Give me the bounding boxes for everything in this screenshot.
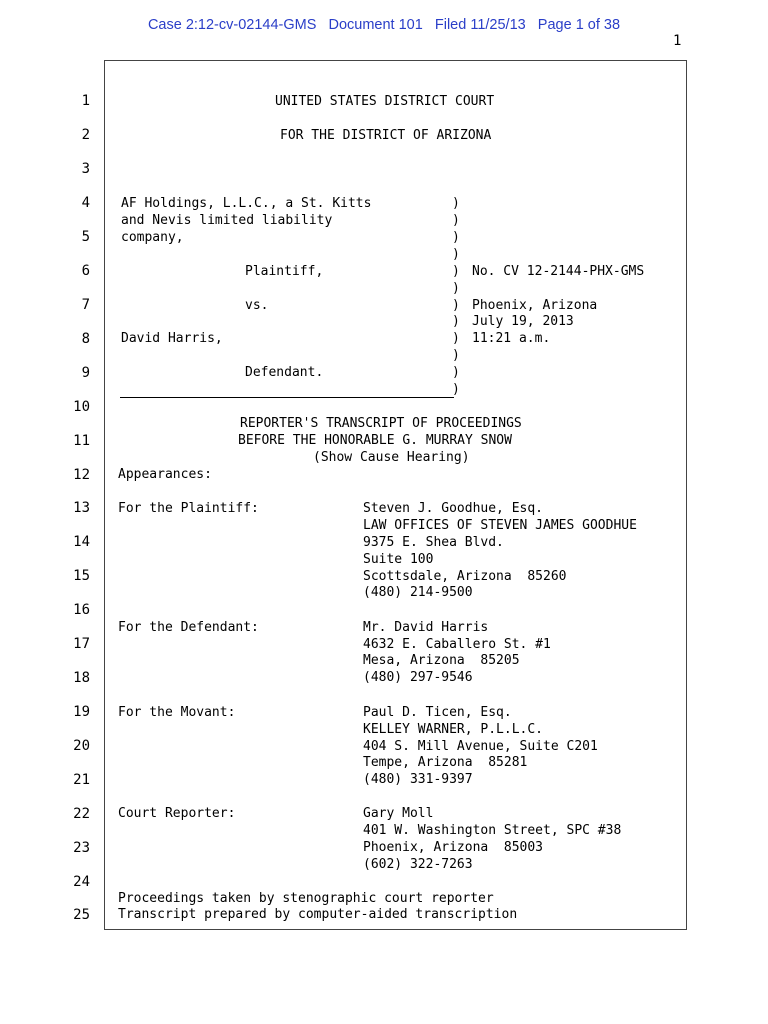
appearance-line: KELLEY WARNER, P.L.L.C. <box>363 722 544 737</box>
caption-paren: ) <box>452 365 460 380</box>
hearing-place: Phoenix, Arizona <box>472 298 598 313</box>
line-number: 24 <box>73 874 90 890</box>
caption-paren: ) <box>452 264 460 279</box>
appearance-line: (480) 214-9500 <box>363 585 473 600</box>
line-number: 6 <box>81 263 90 279</box>
appearance-line: 404 S. Mill Avenue, Suite C201 <box>363 739 598 754</box>
line-number: 14 <box>73 534 90 550</box>
line-number: 17 <box>73 636 90 652</box>
appearance-line: Gary Moll <box>363 806 434 821</box>
line-number: 23 <box>73 840 90 856</box>
transcript-frame <box>104 60 687 930</box>
defendant-name: David Harris, <box>121 331 223 346</box>
court-name: UNITED STATES DISTRICT COURT <box>275 94 495 109</box>
appearance-line: 4632 E. Caballero St. #1 <box>363 637 551 652</box>
document-number: Document 101 <box>328 17 423 33</box>
caption-paren: ) <box>452 230 460 245</box>
page-of: Page 1 of 38 <box>537 17 621 33</box>
line-number: 10 <box>73 399 90 415</box>
line-number: 4 <box>81 195 90 211</box>
appearance-role: Court Reporter: <box>118 806 236 821</box>
party-line: and Nevis limited liability <box>121 213 333 228</box>
caption-paren: ) <box>452 213 460 228</box>
appearance-line: 401 W. Washington Street, SPC #38 <box>363 823 622 838</box>
appearance-line: Suite 100 <box>363 552 434 567</box>
hearing-type: (Show Cause Hearing) <box>313 450 470 465</box>
appearance-line: Mesa, Arizona 85205 <box>363 653 520 668</box>
line-number: 16 <box>73 602 90 618</box>
plaintiff-label: Plaintiff, <box>245 264 324 279</box>
party-line: company, <box>121 230 184 245</box>
caption-paren: ) <box>452 281 460 296</box>
appearance-role: For the Movant: <box>118 705 236 720</box>
appearance-line: (480) 297-9546 <box>363 670 473 685</box>
caption-paren: ) <box>452 382 460 397</box>
appearances-label: Appearances: <box>118 467 212 482</box>
appearance-line: Paul D. Ticen, Esq. <box>363 705 512 720</box>
transcript-page-number: 1 <box>673 33 682 49</box>
line-number: 18 <box>73 670 90 686</box>
ecf-header <box>0 17 768 33</box>
line-number: 3 <box>81 161 90 177</box>
line-number: 19 <box>73 704 90 720</box>
transcription-note: Transcript prepared by computer-aided transcription <box>118 907 518 922</box>
caption-paren: ) <box>452 196 460 211</box>
line-number: 5 <box>81 229 90 245</box>
line-number: 1 <box>81 93 90 109</box>
line-number: 15 <box>73 568 90 584</box>
line-number: 21 <box>73 772 90 788</box>
line-number: 20 <box>73 738 90 754</box>
appearance-role: For the Defendant: <box>118 620 259 635</box>
caption-paren: ) <box>452 331 460 346</box>
appearance-line: LAW OFFICES OF STEVEN JAMES GOODHUE <box>363 518 637 533</box>
appearance-line: (480) 331-9397 <box>363 772 473 787</box>
caption-paren: ) <box>452 348 460 363</box>
line-number: 11 <box>73 433 90 449</box>
case-number: Case 2:12-cv-02144-GMS <box>147 17 317 33</box>
caption-paren: ) <box>452 247 460 262</box>
appearance-line: 9375 E. Shea Blvd. <box>363 535 504 550</box>
appearance-line: Mr. David Harris <box>363 620 489 635</box>
case-no: No. CV 12-2144-PHX-GMS <box>472 264 645 279</box>
judge-line: BEFORE THE HONORABLE G. MURRAY SNOW <box>238 433 512 448</box>
appearance-line: Scottsdale, Arizona 85260 <box>363 569 567 584</box>
transcript-title: REPORTER'S TRANSCRIPT OF PROCEEDINGS <box>240 416 522 431</box>
defendant-label: Defendant. <box>245 365 324 380</box>
hearing-date: July 19, 2013 <box>472 314 574 329</box>
line-number: 12 <box>73 467 90 483</box>
appearance-line: Steven J. Goodhue, Esq. <box>363 501 544 516</box>
versus-label: vs. <box>245 298 269 313</box>
stenography-note: Proceedings taken by stenographic court reporter <box>118 891 494 906</box>
line-number: 2 <box>81 127 90 143</box>
line-number: 22 <box>73 806 90 822</box>
line-number: 13 <box>73 500 90 516</box>
court-district: FOR THE DISTRICT OF ARIZONA <box>280 128 492 143</box>
caption-rule <box>120 397 454 398</box>
line-number: 9 <box>81 365 90 381</box>
filed-date: Filed 11/25/13 <box>434 17 526 33</box>
line-number: 25 <box>73 907 90 923</box>
party-line: AF Holdings, L.L.C., a St. Kitts <box>121 196 372 211</box>
line-number: 7 <box>81 297 90 313</box>
caption-paren: ) <box>452 314 460 329</box>
line-number: 8 <box>81 331 90 347</box>
appearance-line: (602) 322-7263 <box>363 857 473 872</box>
appearance-line: Phoenix, Arizona 85003 <box>363 840 544 855</box>
appearance-line: Tempe, Arizona 85281 <box>363 755 528 770</box>
caption-paren: ) <box>452 298 460 313</box>
hearing-time: 11:21 a.m. <box>472 331 551 346</box>
appearance-role: For the Plaintiff: <box>118 501 259 516</box>
